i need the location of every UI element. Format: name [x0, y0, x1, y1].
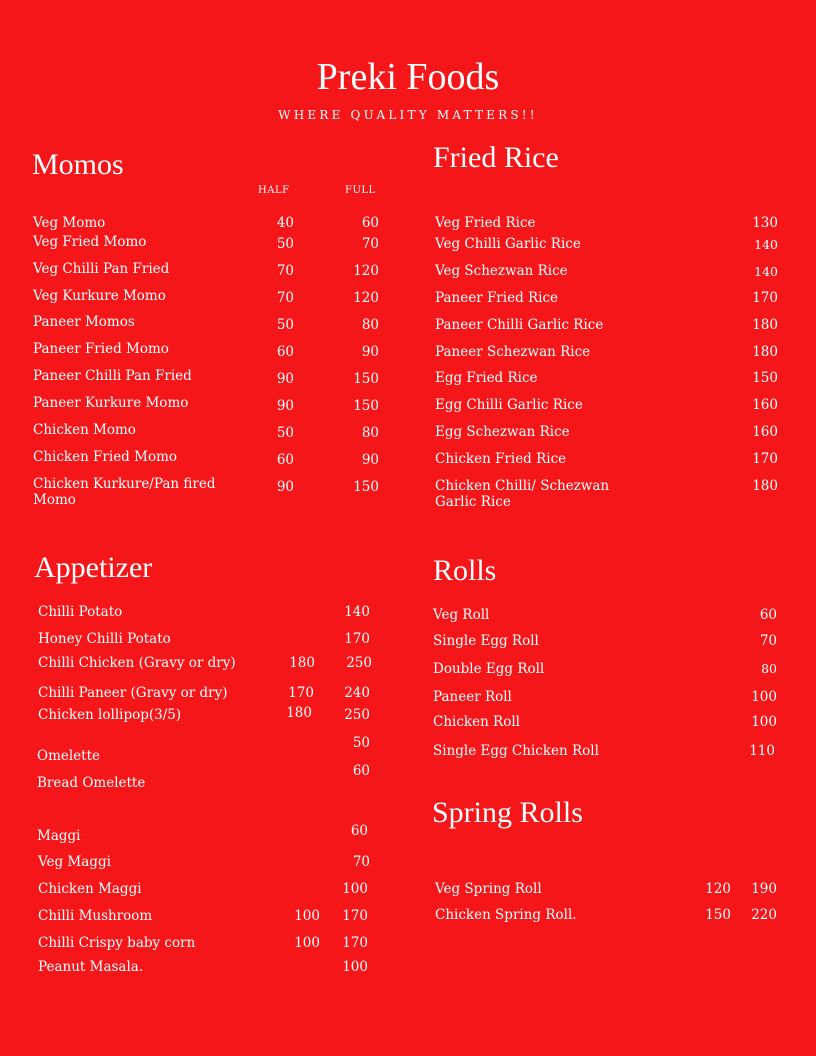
- appetizer-item-price: 170: [342, 935, 368, 951]
- rolls-item-price: 70: [759, 633, 777, 649]
- appetizer-item-name: Chilli Mushroom: [38, 908, 153, 924]
- rolls-item-name: Chicken Roll: [433, 714, 520, 730]
- fried-rice-item-price: 180: [752, 317, 778, 333]
- momos-item-name: Veg Chilli Pan Fried: [33, 261, 170, 277]
- appetizer-item-price: 100: [342, 959, 368, 975]
- fried-rice-item-name: Veg Schezwan Rice: [435, 263, 568, 279]
- fried-rice-item-price: 160: [752, 424, 778, 440]
- momos-item-half-price: 60: [276, 452, 294, 468]
- appetizer-item-price: 50: [352, 735, 370, 751]
- momos-item-name: Paneer Kurkure Momo: [33, 395, 189, 411]
- appetizer-item-name: Maggi: [37, 828, 81, 844]
- fried-rice-item-name: Egg Chilli Garlic Rice: [435, 397, 583, 413]
- momos-item-full-price: 150: [353, 371, 379, 387]
- appetizer-item-name: Veg Maggi: [38, 854, 111, 870]
- fried-rice-item-name: Egg Fried Rice: [435, 370, 538, 386]
- momos-item-half-price: 50: [276, 236, 294, 252]
- momos-item-full-price: 80: [361, 425, 379, 441]
- rolls-item-price: 80: [761, 661, 777, 676]
- appetizer-item-price: 250: [346, 655, 372, 671]
- spring-rolls-item-full-price: 220: [751, 907, 777, 923]
- rolls-item-name: Paneer Roll: [433, 689, 512, 705]
- momos-item-full-price: 80: [361, 317, 379, 333]
- momos-item-full-price: 90: [361, 452, 379, 468]
- rolls-section-title: Rolls: [433, 554, 497, 587]
- fried-rice-item-price: 150: [752, 370, 778, 386]
- momos-item-half-price: 90: [276, 479, 294, 495]
- momos-full-header: FULL: [345, 185, 376, 196]
- appetizer-item-name: Chicken lollipop(3/5): [38, 707, 182, 723]
- momos-item-name: Paneer Momos: [33, 314, 135, 330]
- momos-item-half-price: 70: [276, 263, 294, 279]
- momos-item-half-price: 60: [276, 344, 294, 360]
- rolls-item-price: 100: [751, 714, 777, 730]
- fried-rice-item-name: Veg Chilli Garlic Rice: [435, 236, 581, 252]
- momos-item-full-price: 120: [353, 290, 379, 306]
- momos-item-name: Veg Momo: [33, 215, 106, 231]
- spring-rolls-item-name: Chicken Spring Roll.: [435, 907, 577, 923]
- appetizer-item-price: 170: [342, 908, 368, 924]
- spring-rolls-item-name: Veg Spring Roll: [435, 881, 542, 897]
- fried-rice-item-price: 180: [752, 478, 778, 494]
- fried-rice-item-name: Paneer Schezwan Rice: [435, 344, 591, 360]
- rolls-item-name: Single Egg Roll: [433, 633, 539, 649]
- momos-item-name: Paneer Chilli Pan Fried: [33, 368, 192, 384]
- fried-rice-item-name: Egg Schezwan Rice: [435, 424, 570, 440]
- rolls-item-name: Single Egg Chicken Roll: [433, 743, 599, 759]
- momos-item-half-price: 40: [276, 215, 294, 231]
- momos-item-full-price: 150: [353, 479, 379, 495]
- appetizer-item-name: Chilli Chicken (Gravy or dry): [38, 655, 236, 671]
- spring-rolls-section-title: Spring Rolls: [432, 796, 583, 829]
- momos-item-half-price: 90: [276, 398, 294, 414]
- fried-rice-item-name: Chicken Chilli/ Schezwan Garlic Rice: [435, 478, 610, 510]
- fried-rice-section-title: Fried Rice: [433, 141, 559, 174]
- momos-half-header: HALF: [258, 185, 290, 196]
- appetizer-item-name: Chilli Paneer (Gravy or dry): [38, 685, 228, 701]
- spring-rolls-item-half-price: 150: [705, 907, 731, 923]
- appetizer-item-half-price: 100: [294, 935, 320, 951]
- momos-item-full-price: 70: [361, 236, 379, 252]
- rolls-item-name: Veg Roll: [433, 607, 490, 623]
- appetizer-item-name: Chicken Maggi: [38, 881, 142, 897]
- momos-item-name: Chicken Fried Momo: [33, 449, 177, 465]
- appetizer-item-name: Honey Chilli Potato: [38, 631, 171, 647]
- fried-rice-item-price: 140: [754, 264, 778, 279]
- fried-rice-item-name: Chicken Fried Rice: [435, 451, 567, 467]
- appetizer-item-price: 240: [344, 685, 370, 701]
- appetizer-item-name: Omelette: [37, 748, 101, 764]
- rolls-item-price: 110: [749, 743, 775, 759]
- momos-item-name: Veg Fried Momo: [33, 234, 147, 250]
- appetizer-item-half-price: 170: [288, 685, 314, 701]
- appetizer-item-name: Bread Omelette: [37, 775, 146, 791]
- page-title: Preki Foods: [316, 56, 500, 98]
- momos-item-full-price: 60: [361, 215, 379, 231]
- appetizer-item-name: Chilli Potato: [38, 604, 123, 620]
- fried-rice-item-price: 160: [752, 397, 778, 413]
- fried-rice-item-price: 170: [752, 290, 778, 306]
- momos-item-name: Chicken Momo: [33, 422, 136, 438]
- appetizer-item-half-price: 180: [289, 655, 315, 671]
- momos-item-half-price: 50: [276, 425, 294, 441]
- fried-rice-item-name: Paneer Fried Rice: [435, 290, 559, 306]
- momos-item-full-price: 150: [353, 398, 379, 414]
- momos-item-half-price: 70: [276, 290, 294, 306]
- appetizer-item-price: 100: [342, 881, 368, 897]
- fried-rice-item-price: 140: [754, 237, 778, 252]
- momos-item-name: Chicken Kurkure/Pan fired Momo: [33, 476, 216, 508]
- appetizer-item-price: 170: [344, 631, 370, 647]
- momos-item-half-price: 50: [276, 317, 294, 333]
- momos-item-name: Paneer Fried Momo: [33, 341, 169, 357]
- rolls-item-price: 60: [759, 607, 777, 623]
- appetizer-item-half-price: 100: [294, 908, 320, 924]
- momos-section-title: Momos: [32, 148, 124, 181]
- appetizer-item-price: 140: [344, 604, 370, 620]
- tagline: WHERE QUALITY MATTERS!!: [278, 108, 538, 122]
- fried-rice-item-name: Paneer Chilli Garlic Rice: [435, 317, 604, 333]
- momos-item-full-price: 90: [361, 344, 379, 360]
- rolls-item-price: 100: [751, 689, 777, 705]
- momos-item-half-price: 90: [276, 371, 294, 387]
- fried-rice-item-price: 130: [752, 215, 778, 231]
- appetizer-item-half-price: 180: [286, 705, 312, 721]
- momos-item-name: Veg Kurkure Momo: [33, 288, 166, 304]
- appetizer-item-price: 250: [344, 707, 370, 723]
- appetizer-item-price: 60: [352, 763, 370, 779]
- fried-rice-item-name: Veg Fried Rice: [435, 215, 536, 231]
- appetizer-item-price: 60: [350, 823, 368, 839]
- appetizer-item-name: Chilli Crispy baby corn: [38, 935, 196, 951]
- fried-rice-item-price: 180: [752, 344, 778, 360]
- spring-rolls-item-half-price: 120: [705, 881, 731, 897]
- appetizer-item-price: 70: [352, 854, 370, 870]
- appetizer-item-name: Peanut Masala.: [38, 959, 144, 975]
- momos-item-full-price: 120: [353, 263, 379, 279]
- fried-rice-item-price: 170: [752, 451, 778, 467]
- rolls-item-name: Double Egg Roll: [433, 661, 545, 677]
- spring-rolls-item-full-price: 190: [751, 881, 777, 897]
- appetizer-section-title: Appetizer: [34, 551, 153, 584]
